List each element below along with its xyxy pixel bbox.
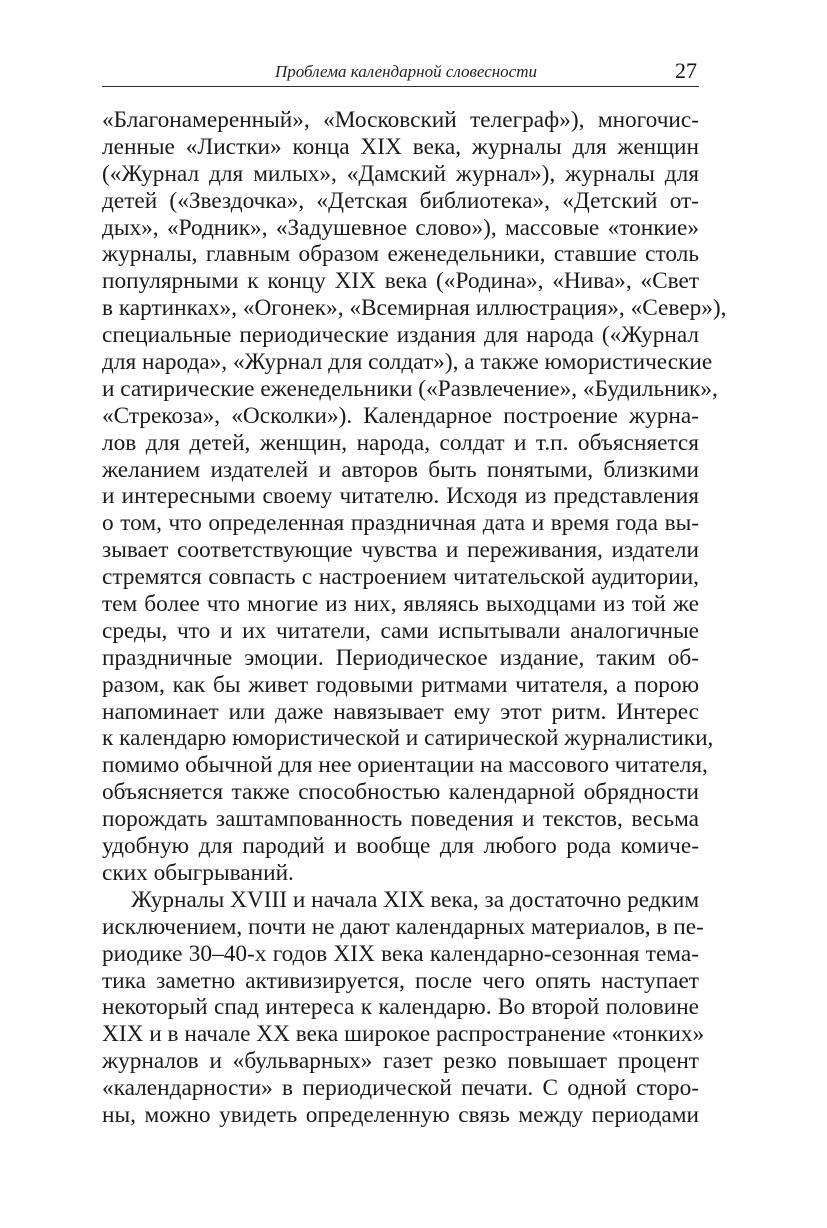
book-page (102, 52, 727, 1129)
text-line: журналов и «бульварных» газет резко повышает процент (102, 1048, 699, 1075)
text-line: объясняется также способностью календарной обрядности (102, 779, 699, 806)
text-line: помимо обычной для нее ориентации на массового читателя, (102, 752, 708, 779)
text-line: XIX и в начале XX века широкое распространение «тонких» (102, 1021, 705, 1048)
paragraph (102, 886, 705, 1129)
text-line: к календарю юмористической и сатирической журналистики, (102, 725, 714, 752)
text-line: среды, что и их читатели, сами испытывали аналогичные (102, 617, 699, 644)
text-line: ны, можно увидеть определенную связь между периодами (102, 1101, 699, 1128)
text-line: («Журнал для милых», «Дамский журнал»), журналы для (102, 160, 699, 187)
text-line: напоминает или даже навязывает ему этот ритм. Интерес (102, 698, 699, 725)
text-line: лов для детей, женщин, народа, солдат и т.п. объясняется (102, 429, 699, 456)
text-line: специальные периодические издания для народа («Журнал (102, 322, 699, 349)
text-line: популярными к концу XIX века («Родина», «Нива», «Свет (102, 268, 699, 295)
text-line: праздничные эмоции. Периодическое издание, таким об- (102, 644, 699, 671)
body-text (102, 107, 727, 1129)
text-line: тем более что многие из них, являясь выходцами из той же (102, 591, 699, 618)
text-line: исключением, почти не дают календарных материалов, в пе- (102, 913, 704, 940)
running-title: Проблема календарной словесности (274, 62, 537, 81)
text-line: ских обыгрываний. (102, 859, 294, 886)
text-line: риодике 30–40-х годов XIX века календарно-сезонная тема- (102, 940, 699, 967)
text-line: детей («Звездочка», «Детская библиотека», «Детский от- (102, 187, 699, 214)
text-line: для народа», «Журнал для солдат»), а также юмористические (102, 349, 713, 376)
text-line: «Благонамеренный», «Московский телеграф»), многочис- (102, 107, 699, 133)
text-line: «Стрекоза», «Осколки»). Календарное построение журна- (102, 402, 699, 429)
text-line: о том, что определенная праздничная дата и время года вы- (102, 510, 699, 537)
text-line: разом, как бы живет годовыми ритмами читателя, а порою (102, 671, 699, 698)
text-line: зывает соответствующие чувства и переживания, издатели (102, 537, 699, 564)
text-line: дых», «Родник», «Задушевное слово»), массовые «тонкие» (102, 214, 699, 241)
text-line: Журналы XVIII и начала XIX века, за достаточно редким (131, 886, 700, 913)
text-line: в картинках», «Огонек», «Всемирная иллюстрация», «Север»), (102, 295, 727, 322)
text-line: тика заметно активизируется, после чего опять наступает (102, 967, 699, 994)
text-line: журналы, главным образом еженедельники, ставшие столь (102, 241, 699, 268)
text-line: ленные «Листки» конца XIX века, журналы для женщин (102, 133, 699, 160)
text-line: и сатирические еженедельники («Развлечение», «Будильник», (102, 375, 718, 402)
text-line: «календарности» в периодической печати. С одной сторо- (102, 1075, 699, 1102)
text-line: и интересными своему читателю. Исходя из представления (102, 483, 699, 510)
text-line: порождать заштампованность поведения и текстов, весьма (102, 806, 699, 833)
text-line: некоторый спад интереса к календарю. Во второй половине (102, 994, 699, 1021)
page-number: 27 (675, 58, 697, 83)
text-line: удобную для пародий и вообще для любого рода комиче- (102, 833, 699, 860)
text-line: стремятся совпасть с настроением читательской аудитории, (102, 564, 699, 591)
running-header (102, 52, 699, 87)
paragraph (102, 107, 727, 887)
text-line: желанием издателей и авторов быть понятыми, близкими (102, 456, 699, 483)
